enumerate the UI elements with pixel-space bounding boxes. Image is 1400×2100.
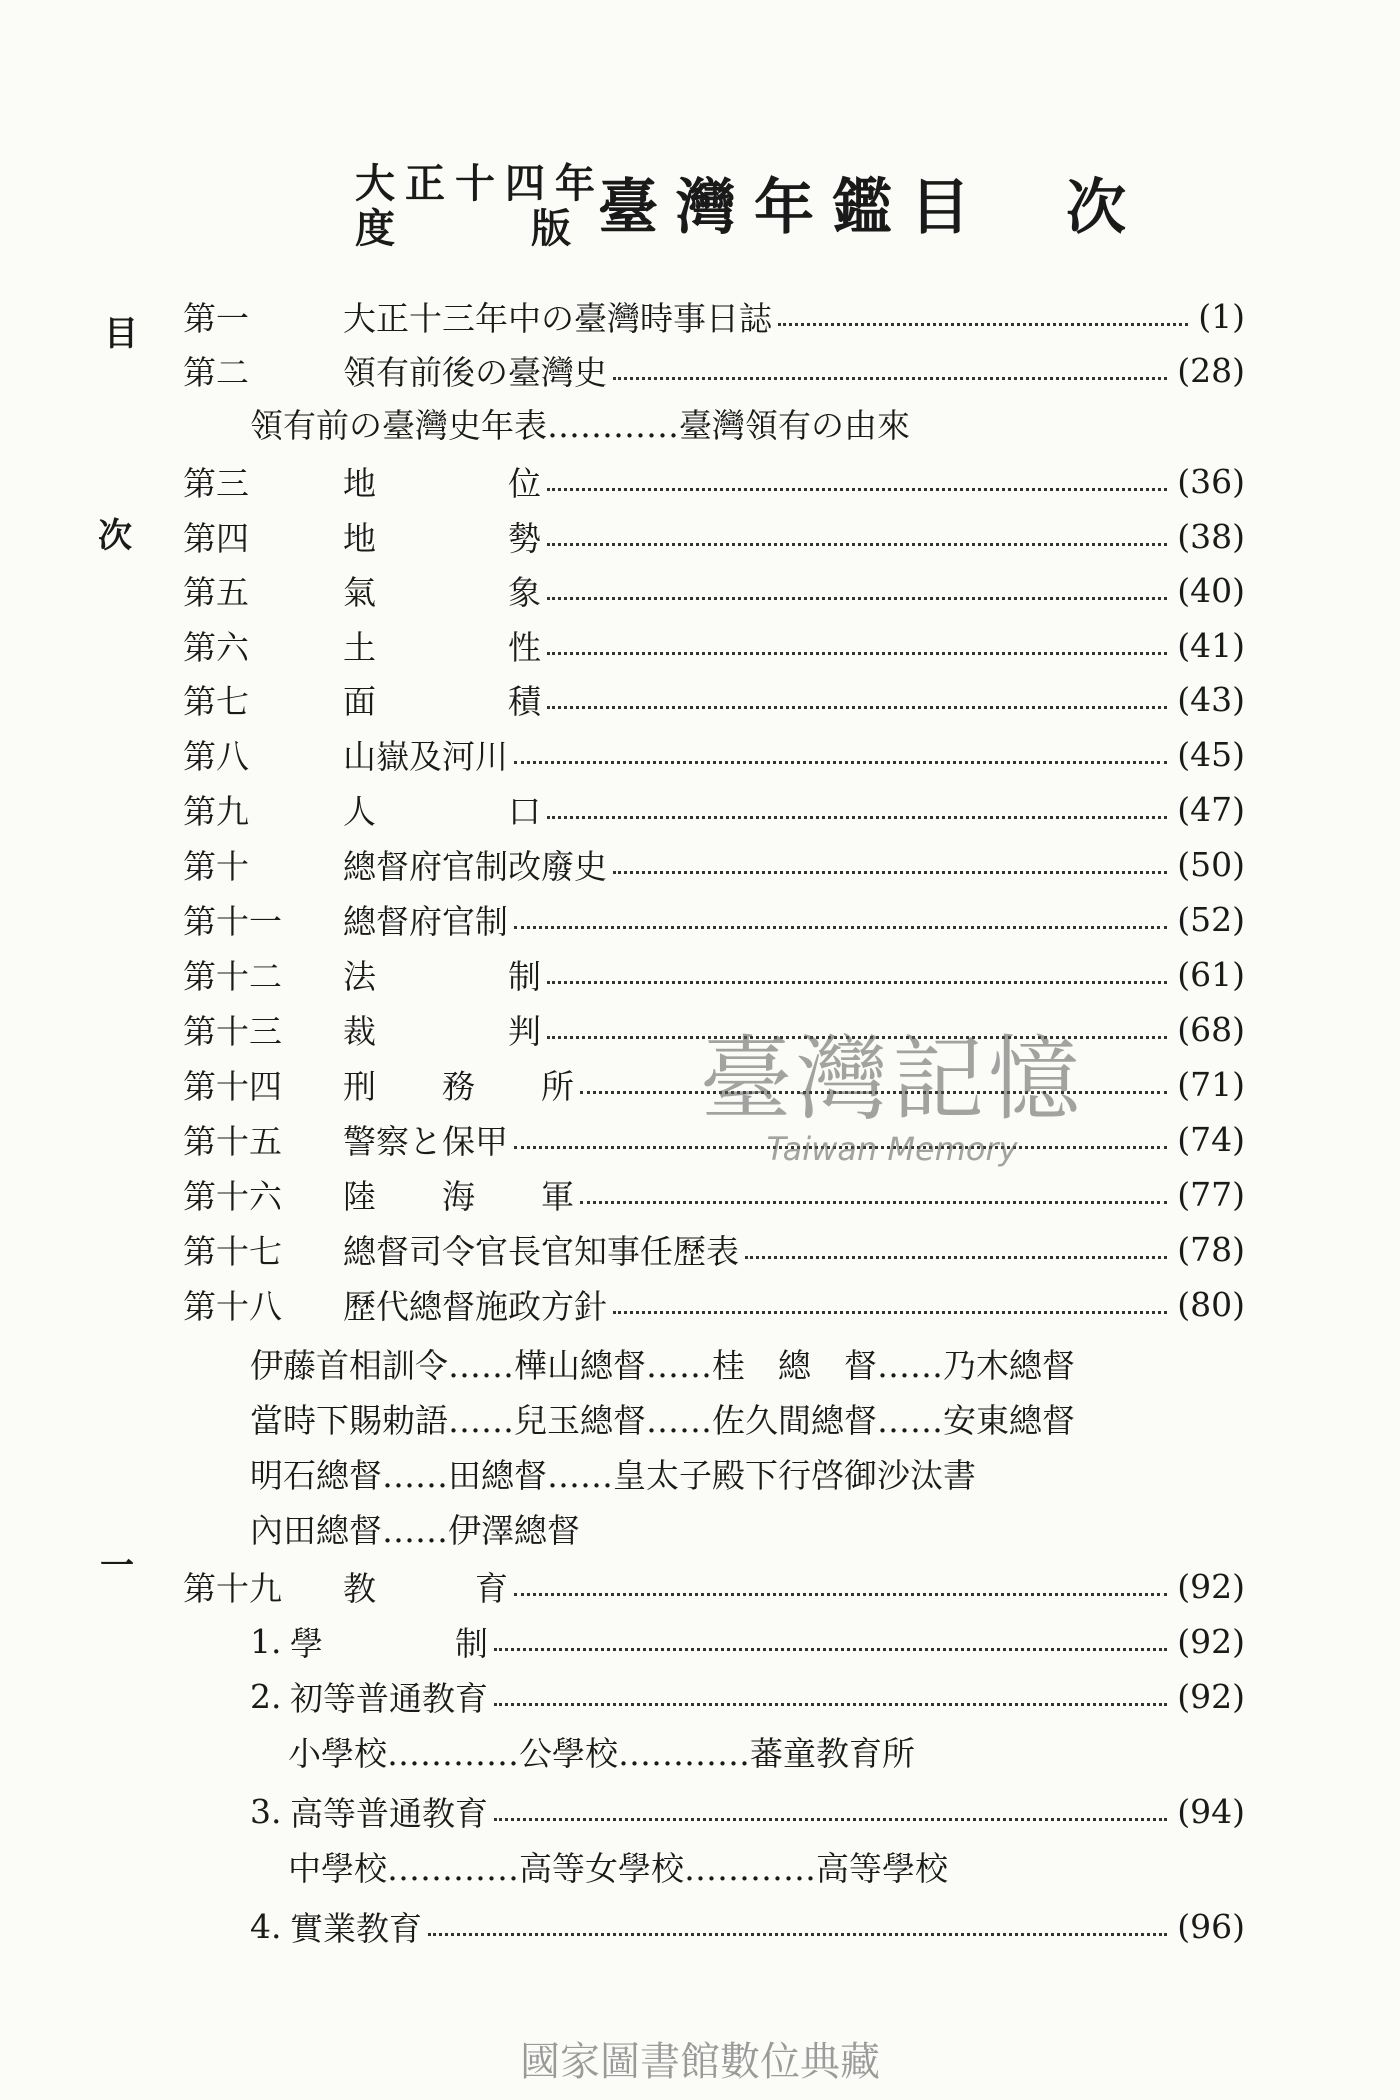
toc-page: (68) [1177,1009,1245,1049]
toc-row [183,1223,1245,1275]
toc-subline: 內田總督……伊澤總督 [250,1511,580,1550]
toc-label: 氣 象 [343,572,541,612]
toc-number: 第十一 [183,901,282,941]
toc-number: 1. [250,1621,282,1661]
toc-row [183,783,1245,835]
toc-row [183,893,1245,945]
toc-page: (40) [1177,570,1245,610]
toc-number: 第三 [183,463,249,503]
footer-collection: 國家圖書館數位典藏 [520,2039,880,2085]
toc-page: (38) [1177,516,1245,556]
toc-number: 第一 [183,298,249,338]
toc-row [183,673,1245,725]
margin-char-ci: 次 [98,516,132,556]
toc-number: 4. [250,1906,282,1946]
toc-label: 面 積 [343,681,541,721]
toc-label: 裁 判 [343,1011,541,1051]
toc-number: 第十三 [183,1011,282,1051]
leader-dots [613,871,1167,874]
leader-dots [547,488,1167,491]
toc-page: (41) [1177,625,1245,665]
toc-subline: 中學校…………高等女學校…………高等學校 [288,1849,948,1888]
toc-page: (77) [1177,1174,1245,1214]
toc-row [250,1785,1245,1837]
watermark-chinese: 臺灣記憶 [700,1026,1085,1133]
toc-page: (92) [1177,1621,1245,1661]
toc-page: (92) [1177,1566,1245,1606]
toc-label: 警察と保甲 [343,1121,508,1161]
toc-page: (96) [1177,1906,1245,1946]
toc-number: 3. [250,1791,282,1831]
toc-label: 學 制 [290,1623,488,1663]
toc-number: 第二 [183,352,249,392]
leader-dots [547,652,1167,655]
toc-page: (28) [1177,350,1245,390]
toc-number: 第十八 [183,1286,282,1326]
toc-row [183,564,1245,616]
toc-number: 第四 [183,518,249,558]
toc-number: 2. [250,1676,282,1716]
toc-label: 大正十三年中の臺灣時事日誌 [343,298,772,338]
toc-subline: 當時下賜勅語……兒玉總督……佐久間總督……安東總督 [250,1401,1075,1440]
watermark [700,1026,1085,1168]
toc-label: 歷代總督施政方針 [343,1286,607,1326]
toc-number: 第十四 [183,1066,282,1106]
leader-dots [745,1256,1167,1259]
toc-label: 教 育 [343,1568,508,1608]
toc-number: 第九 [183,791,249,831]
toc-row [183,948,1245,1000]
toc-label: 山嶽及河川 [343,736,508,776]
leader-dots [547,816,1167,819]
edition-line-1: 大正十四年 [355,160,605,207]
toc-page: (47) [1177,789,1245,829]
toc-number: 第十五 [183,1121,282,1161]
leader-dots [494,1648,1167,1651]
toc-subline: 領有前の臺灣史年表…………臺灣領有の由來 [250,406,910,445]
toc-page: (36) [1177,461,1245,501]
toc-label: 實業教育 [290,1908,422,1948]
leader-dots [514,1593,1167,1596]
leader-dots [547,597,1167,600]
leader-dots [547,543,1167,546]
margin-char-yi: 一 [100,1546,134,1586]
toc-row [250,1615,1245,1667]
leader-dots [580,1201,1167,1204]
toc-row [183,1560,1245,1612]
toc-label: 地 位 [343,463,541,503]
toc-label: 刑 務 所 [343,1066,574,1106]
toc-page: (61) [1177,954,1245,994]
leader-dots [428,1933,1167,1936]
toc-row [250,1900,1245,1952]
toc-number: 第八 [183,736,249,776]
toc-label: 高等普通教育 [290,1793,488,1833]
toc-number: 第五 [183,572,249,612]
toc-page: (50) [1177,844,1245,884]
toc-page: (92) [1177,1676,1245,1716]
toc-row [183,455,1245,507]
leader-dots [547,706,1167,709]
leader-dots [778,323,1188,326]
toc-label: 陸 海 軍 [343,1176,574,1216]
edition-line-2: 度 版 [355,205,619,252]
toc-row [183,728,1245,780]
toc-label: 總督府官制改廢史 [343,846,607,886]
watermark-english: Taiwan Memory [766,1130,1018,1168]
toc-number: 第七 [183,681,249,721]
leader-dots [514,761,1167,764]
leader-dots [613,377,1167,380]
toc-row [183,290,1245,342]
toc-number: 第十二 [183,956,282,996]
toc-label: 地 勢 [343,518,541,558]
toc-number: 第十七 [183,1231,282,1271]
toc-page: (80) [1177,1284,1245,1324]
toc-number: 第十六 [183,1176,282,1216]
toc-page: (78) [1177,1229,1245,1269]
toc-row [183,838,1245,890]
toc-row [183,344,1245,396]
toc-page: (71) [1177,1064,1245,1104]
toc-subline: 小學校…………公學校…………蕃童教育所 [288,1734,915,1773]
toc-subline: 明石總督……田總督……皇太子殿下行啓御沙汰書 [250,1456,976,1495]
leader-dots [494,1703,1167,1706]
toc-row [183,1168,1245,1220]
leader-dots [494,1818,1167,1821]
toc-page: (94) [1177,1791,1245,1831]
toc-number: 第六 [183,627,249,667]
toc-label: 總督府官制 [343,901,508,941]
toc-page: (45) [1177,734,1245,774]
toc-page: (43) [1177,679,1245,719]
toc-label: 領有前後の臺灣史 [343,352,607,392]
toc-subline: 伊藤首相訓令……樺山總督……桂 總 督……乃木總督 [250,1346,1075,1385]
toc-number: 第十 [183,846,249,886]
toc-row [183,510,1245,562]
toc-page: (74) [1177,1119,1245,1159]
toc-label: 人 口 [343,791,541,831]
toc-page: (1) [1198,296,1245,336]
leader-dots [514,926,1167,929]
toc-page: (52) [1177,899,1245,939]
toc-number: 第十九 [183,1568,282,1608]
toc-label: 總督司令官長官知事任歷表 [343,1231,739,1271]
toc-row [250,1670,1245,1722]
margin-char-mu: 目 [104,314,138,354]
toc-row [183,1278,1245,1330]
toc-row [183,619,1245,671]
leader-dots [547,981,1167,984]
page-title: 臺灣年鑑目 次 [598,173,1144,243]
toc-label: 法 制 [343,956,541,996]
toc-label: 土 性 [343,627,541,667]
toc-label: 初等普通教育 [290,1678,488,1718]
leader-dots [613,1311,1167,1314]
